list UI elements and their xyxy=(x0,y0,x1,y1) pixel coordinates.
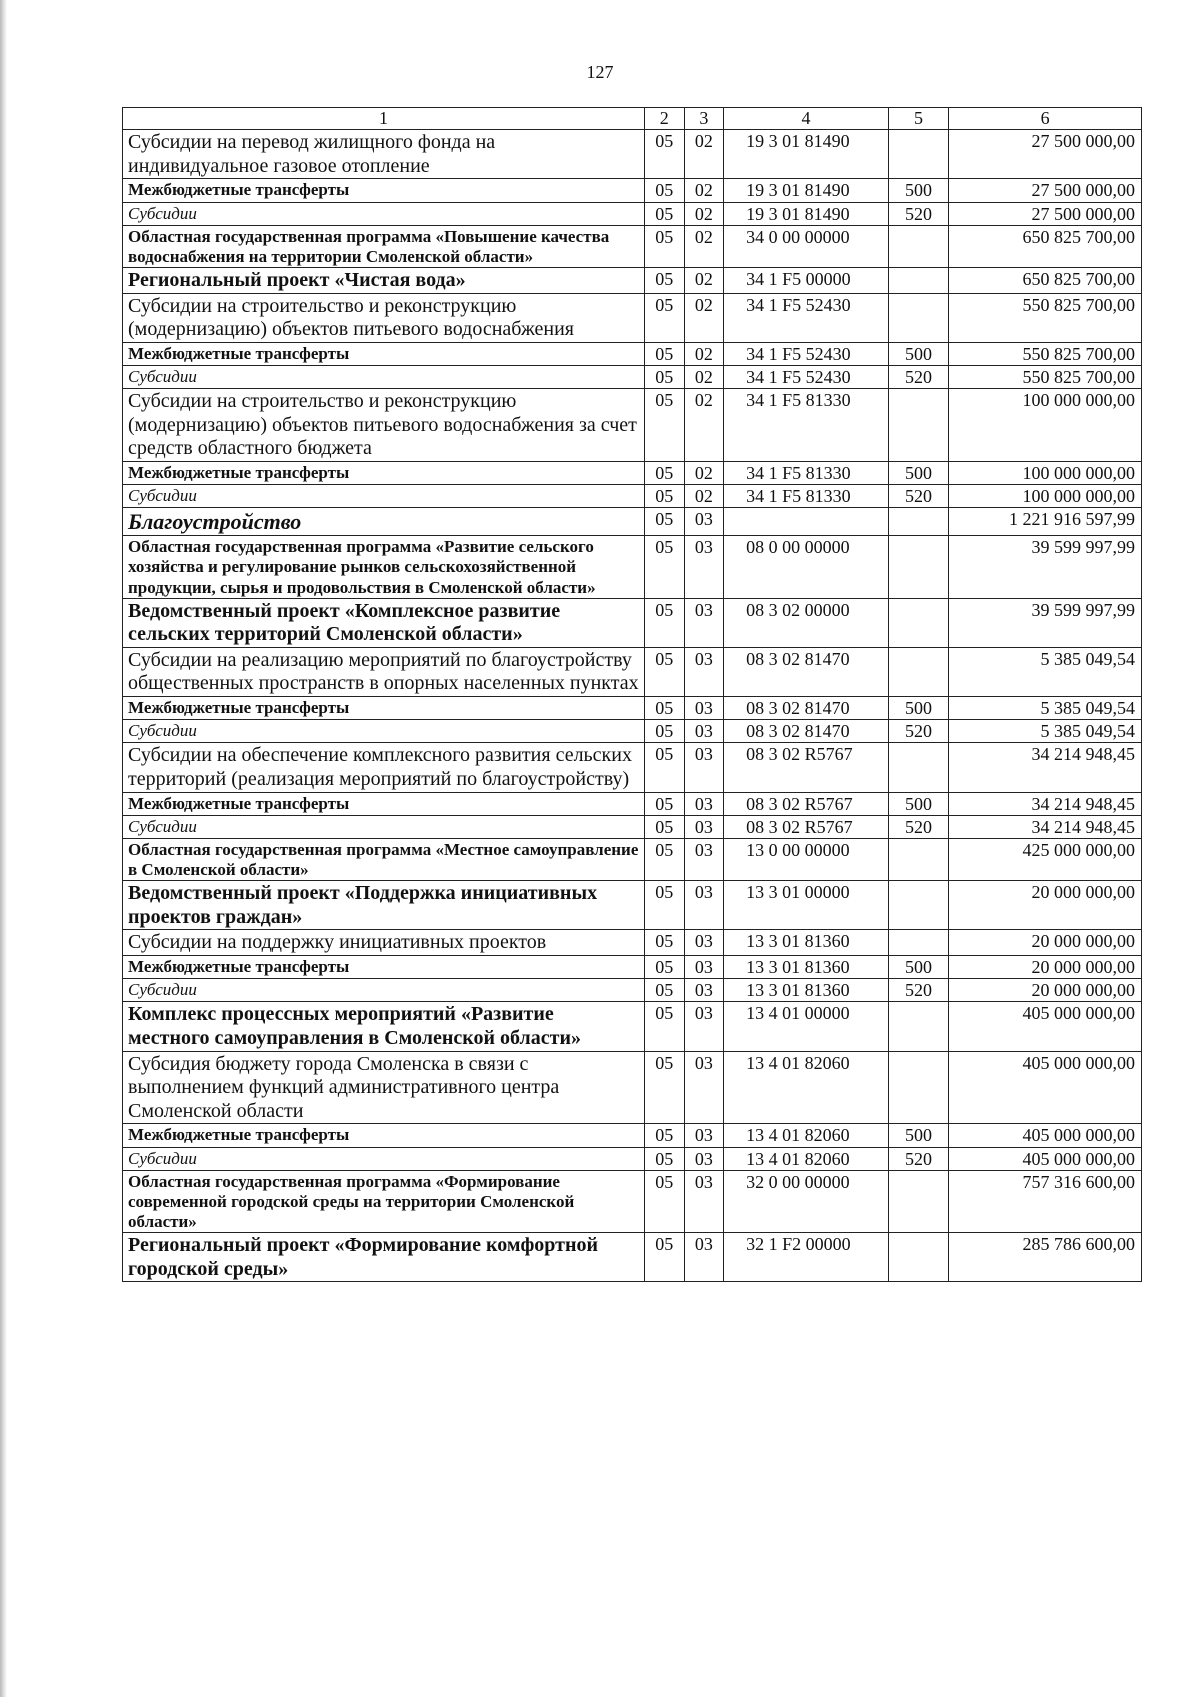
row-target-article-cell: 08 3 02 R5767 xyxy=(724,743,889,792)
row-section-code-cell: 05 xyxy=(645,202,685,225)
row-expense-type-cell xyxy=(888,1170,948,1232)
row-expense-type-cell: 520 xyxy=(888,1147,948,1170)
row-subsection-code-cell: 03 xyxy=(684,881,724,930)
row-expense-type-cell xyxy=(888,225,948,267)
row-amount-cell: 34 214 948,45 xyxy=(949,743,1142,792)
row-name-cell: Субсидии на строительство и реконструкцию (модернизацию) объектов питьевого водоснабжения xyxy=(123,293,645,342)
table-row xyxy=(123,881,1142,930)
header-cell-name: 1 xyxy=(123,108,645,130)
table-row xyxy=(123,979,1142,1002)
row-subsection-code-cell: 02 xyxy=(684,342,724,365)
row-target-article-cell: 19 3 01 81490 xyxy=(724,130,889,179)
row-amount-cell: 550 825 700,00 xyxy=(949,293,1142,342)
row-target-article-cell: 08 3 02 81470 xyxy=(724,720,889,743)
row-section-code-cell: 05 xyxy=(645,508,685,536)
row-expense-type-cell: 500 xyxy=(888,792,948,815)
table-row xyxy=(123,598,1142,647)
row-amount-cell: 5 385 049,54 xyxy=(949,720,1142,743)
row-expense-type-cell xyxy=(888,1051,948,1124)
row-target-article-cell: 34 1 F5 81330 xyxy=(724,389,889,462)
row-amount-cell: 34 214 948,45 xyxy=(949,815,1142,838)
row-expense-type-cell: 500 xyxy=(888,342,948,365)
row-expense-type-cell: 500 xyxy=(888,955,948,978)
row-expense-type-cell xyxy=(888,1002,948,1051)
table-row xyxy=(123,293,1142,342)
row-expense-type-cell xyxy=(888,743,948,792)
row-name-cell: Субсидии xyxy=(123,485,645,508)
page-number: 127 xyxy=(586,62,614,82)
row-amount-cell: 100 000 000,00 xyxy=(949,462,1142,485)
row-name-cell: Субсидии xyxy=(123,979,645,1002)
row-expense-type-cell xyxy=(888,1233,948,1282)
row-amount-cell: 27 500 000,00 xyxy=(949,130,1142,179)
row-section-code-cell: 05 xyxy=(645,536,685,598)
row-section-code-cell: 05 xyxy=(645,366,685,389)
row-section-code-cell: 05 xyxy=(645,815,685,838)
row-target-article-cell: 13 4 01 82060 xyxy=(724,1124,889,1147)
row-subsection-code-cell: 03 xyxy=(684,536,724,598)
row-subsection-code-cell: 03 xyxy=(684,743,724,792)
row-amount-cell: 5 385 049,54 xyxy=(949,647,1142,696)
row-name-cell: Межбюджетные трансферты xyxy=(123,462,645,485)
row-name-cell: Комплекс процессных мероприятий «Развитие местного самоуправления в Смоленской области» xyxy=(123,1002,645,1051)
table-row xyxy=(123,267,1142,293)
row-expense-type-cell: 520 xyxy=(888,366,948,389)
row-section-code-cell: 05 xyxy=(645,485,685,508)
row-target-article-cell: 08 3 02 00000 xyxy=(724,598,889,647)
row-amount-cell: 550 825 700,00 xyxy=(949,366,1142,389)
row-target-article-cell: 13 4 01 00000 xyxy=(724,1002,889,1051)
row-target-article-cell: 34 1 F5 52430 xyxy=(724,342,889,365)
row-subsection-code-cell: 02 xyxy=(684,267,724,293)
table-row xyxy=(123,462,1142,485)
row-target-article-cell: 34 1 F5 00000 xyxy=(724,267,889,293)
budget-table xyxy=(122,107,1142,1282)
row-amount-cell: 20 000 000,00 xyxy=(949,930,1142,956)
row-expense-type-cell: 520 xyxy=(888,720,948,743)
row-subsection-code-cell: 03 xyxy=(684,1002,724,1051)
row-expense-type-cell: 520 xyxy=(888,485,948,508)
row-subsection-code-cell: 03 xyxy=(684,955,724,978)
row-subsection-code-cell: 02 xyxy=(684,366,724,389)
row-amount-cell: 405 000 000,00 xyxy=(949,1147,1142,1170)
row-section-code-cell: 05 xyxy=(645,130,685,179)
row-subsection-code-cell: 03 xyxy=(684,930,724,956)
row-section-code-cell: 05 xyxy=(645,389,685,462)
row-section-code-cell: 05 xyxy=(645,1233,685,1282)
row-target-article-cell: 34 1 F5 52430 xyxy=(724,366,889,389)
header-row xyxy=(123,108,1142,130)
table-row xyxy=(123,536,1142,598)
table-row xyxy=(123,485,1142,508)
row-amount-cell: 405 000 000,00 xyxy=(949,1002,1142,1051)
row-subsection-code-cell: 02 xyxy=(684,179,724,202)
row-subsection-code-cell: 03 xyxy=(684,647,724,696)
table-body xyxy=(123,108,1142,1282)
row-amount-cell: 550 825 700,00 xyxy=(949,342,1142,365)
row-amount-cell: 39 599 997,99 xyxy=(949,598,1142,647)
row-target-article-cell: 13 4 01 82060 xyxy=(724,1051,889,1124)
row-target-article-cell: 19 3 01 81490 xyxy=(724,202,889,225)
row-expense-type-cell xyxy=(888,267,948,293)
row-name-cell: Межбюджетные трансферты xyxy=(123,696,645,719)
row-section-code-cell: 05 xyxy=(645,1147,685,1170)
row-amount-cell: 650 825 700,00 xyxy=(949,267,1142,293)
header-cell-vr: 5 xyxy=(888,108,948,130)
row-subsection-code-cell: 02 xyxy=(684,293,724,342)
row-section-code-cell: 05 xyxy=(645,647,685,696)
row-name-cell: Областная государственная программа «Местное самоуправление в Смоленской области» xyxy=(123,839,645,881)
row-subsection-code-cell: 03 xyxy=(684,839,724,881)
row-subsection-code-cell: 03 xyxy=(684,792,724,815)
row-section-code-cell: 05 xyxy=(645,792,685,815)
row-name-cell: Областная государственная программа «Формирование современной городской среды на территории Смоленской области» xyxy=(123,1170,645,1232)
row-expense-type-cell xyxy=(888,536,948,598)
row-target-article-cell: 08 3 02 81470 xyxy=(724,696,889,719)
row-name-cell: Субсидии на строительство и реконструкцию (модернизацию) объектов питьевого водоснабжения за счет средств областного бюджета xyxy=(123,389,645,462)
table-row xyxy=(123,720,1142,743)
row-target-article-cell: 34 1 F5 52430 xyxy=(724,293,889,342)
row-subsection-code-cell: 03 xyxy=(684,1170,724,1232)
header-cell-rz: 2 xyxy=(645,108,685,130)
row-target-article-cell: 34 1 F5 81330 xyxy=(724,462,889,485)
row-target-article-cell: 13 0 00 00000 xyxy=(724,839,889,881)
row-section-code-cell: 05 xyxy=(645,930,685,956)
row-target-article-cell: 32 0 00 00000 xyxy=(724,1170,889,1232)
row-amount-cell: 39 599 997,99 xyxy=(949,536,1142,598)
row-subsection-code-cell: 03 xyxy=(684,1233,724,1282)
row-section-code-cell: 05 xyxy=(645,267,685,293)
row-expense-type-cell xyxy=(888,508,948,536)
row-expense-type-cell xyxy=(888,598,948,647)
row-expense-type-cell xyxy=(888,293,948,342)
row-expense-type-cell: 500 xyxy=(888,179,948,202)
row-subsection-code-cell: 02 xyxy=(684,462,724,485)
row-subsection-code-cell: 03 xyxy=(684,979,724,1002)
row-amount-cell: 5 385 049,54 xyxy=(949,696,1142,719)
table-row xyxy=(123,1147,1142,1170)
row-name-cell: Субсидия бюджету города Смоленска в связи с выполнением функций административного центра Смоленской области xyxy=(123,1051,645,1124)
row-section-code-cell: 05 xyxy=(645,979,685,1002)
row-name-cell: Областная государственная программа «Повышение качества водоснабжения на территории Смоленской области» xyxy=(123,225,645,267)
table-row xyxy=(123,366,1142,389)
row-section-code-cell: 05 xyxy=(645,955,685,978)
table-row xyxy=(123,647,1142,696)
row-subsection-code-cell: 03 xyxy=(684,1147,724,1170)
row-name-cell: Межбюджетные трансферты xyxy=(123,792,645,815)
row-name-cell: Ведомственный проект «Поддержка инициативных проектов граждан» xyxy=(123,881,645,930)
row-section-code-cell: 05 xyxy=(645,696,685,719)
row-expense-type-cell: 520 xyxy=(888,979,948,1002)
row-name-cell: Ведомственный проект «Комплексное развитие сельских территорий Смоленской области» xyxy=(123,598,645,647)
table-row xyxy=(123,130,1142,179)
row-section-code-cell: 05 xyxy=(645,179,685,202)
row-expense-type-cell: 500 xyxy=(888,462,948,485)
row-name-cell: Субсидии на реализацию мероприятий по благоустройству общественных пространств в опорных населенных пунктах xyxy=(123,647,645,696)
row-name-cell: Субсидии на перевод жилищного фонда на индивидуальное газовое отопление xyxy=(123,130,645,179)
row-amount-cell: 34 214 948,45 xyxy=(949,792,1142,815)
row-subsection-code-cell: 03 xyxy=(684,598,724,647)
row-subsection-code-cell: 03 xyxy=(684,508,724,536)
row-expense-type-cell: 500 xyxy=(888,1124,948,1147)
row-amount-cell: 405 000 000,00 xyxy=(949,1124,1142,1147)
row-target-article-cell: 34 1 F5 81330 xyxy=(724,485,889,508)
row-section-code-cell: 05 xyxy=(645,225,685,267)
row-amount-cell: 100 000 000,00 xyxy=(949,485,1142,508)
header-cell-pr: 3 xyxy=(684,108,724,130)
row-target-article-cell: 32 1 F2 00000 xyxy=(724,1233,889,1282)
row-section-code-cell: 05 xyxy=(645,462,685,485)
row-target-article-cell: 13 4 01 82060 xyxy=(724,1147,889,1170)
row-target-article-cell: 08 3 02 81470 xyxy=(724,647,889,696)
table-row xyxy=(123,696,1142,719)
row-name-cell: Межбюджетные трансферты xyxy=(123,1124,645,1147)
row-target-article-cell: 13 3 01 81360 xyxy=(724,979,889,1002)
table-row xyxy=(123,930,1142,956)
header-cell-amount: 6 xyxy=(949,108,1142,130)
table-row xyxy=(123,1051,1142,1124)
table-row xyxy=(123,815,1142,838)
row-amount-cell: 27 500 000,00 xyxy=(949,179,1142,202)
row-subsection-code-cell: 02 xyxy=(684,389,724,462)
row-section-code-cell: 05 xyxy=(645,720,685,743)
table-row xyxy=(123,839,1142,881)
row-name-cell: Субсидии xyxy=(123,202,645,225)
row-section-code-cell: 05 xyxy=(645,839,685,881)
row-name-cell: Региональный проект «Формирование комфортной городской среды» xyxy=(123,1233,645,1282)
row-subsection-code-cell: 02 xyxy=(684,202,724,225)
row-expense-type-cell: 500 xyxy=(888,696,948,719)
row-name-cell: Межбюджетные трансферты xyxy=(123,179,645,202)
row-subsection-code-cell: 03 xyxy=(684,1051,724,1124)
row-amount-cell: 20 000 000,00 xyxy=(949,881,1142,930)
row-name-cell: Субсидии xyxy=(123,720,645,743)
header-cell-kcsr: 4 xyxy=(724,108,889,130)
row-name-cell: Субсидии xyxy=(123,1147,645,1170)
row-section-code-cell: 05 xyxy=(645,1124,685,1147)
row-subsection-code-cell: 02 xyxy=(684,130,724,179)
row-subsection-code-cell: 02 xyxy=(684,225,724,267)
row-section-code-cell: 05 xyxy=(645,881,685,930)
row-target-article-cell: 08 3 02 R5767 xyxy=(724,815,889,838)
row-amount-cell: 100 000 000,00 xyxy=(949,389,1142,462)
row-section-code-cell: 05 xyxy=(645,1170,685,1232)
row-expense-type-cell xyxy=(888,647,948,696)
table-row xyxy=(123,179,1142,202)
row-expense-type-cell: 520 xyxy=(888,815,948,838)
row-name-cell: Субсидии на поддержку инициативных проектов xyxy=(123,930,645,956)
row-name-cell: Благоустройство xyxy=(123,508,645,536)
table-row xyxy=(123,389,1142,462)
row-amount-cell: 20 000 000,00 xyxy=(949,979,1142,1002)
row-amount-cell: 285 786 600,00 xyxy=(949,1233,1142,1282)
table-row xyxy=(123,508,1142,536)
row-name-cell: Субсидии на обеспечение комплексного развития сельских территорий (реализация мероприятий по благоустройству) xyxy=(123,743,645,792)
row-amount-cell: 405 000 000,00 xyxy=(949,1051,1142,1124)
row-target-article-cell xyxy=(724,508,889,536)
row-amount-cell: 1 221 916 597,99 xyxy=(949,508,1142,536)
row-amount-cell: 425 000 000,00 xyxy=(949,839,1142,881)
row-expense-type-cell xyxy=(888,130,948,179)
row-target-article-cell: 08 0 00 00000 xyxy=(724,536,889,598)
row-amount-cell: 650 825 700,00 xyxy=(949,225,1142,267)
row-name-cell: Областная государственная программа «Развитие сельского хозяйства и регулирование рынков сельскохозяйственной продукции, сырья и продовольствия в Смоленской области» xyxy=(123,536,645,598)
row-amount-cell: 27 500 000,00 xyxy=(949,202,1142,225)
row-expense-type-cell xyxy=(888,389,948,462)
row-name-cell: Субсидии xyxy=(123,366,645,389)
row-section-code-cell: 05 xyxy=(645,1002,685,1051)
row-expense-type-cell xyxy=(888,930,948,956)
table-row xyxy=(123,1170,1142,1232)
row-section-code-cell: 05 xyxy=(645,293,685,342)
row-name-cell: Региональный проект «Чистая вода» xyxy=(123,267,645,293)
row-target-article-cell: 19 3 01 81490 xyxy=(724,179,889,202)
row-name-cell: Межбюджетные трансферты xyxy=(123,342,645,365)
row-subsection-code-cell: 03 xyxy=(684,815,724,838)
row-target-article-cell: 13 3 01 00000 xyxy=(724,881,889,930)
table-row xyxy=(123,792,1142,815)
scan-edge-shadow xyxy=(0,0,7,1697)
row-subsection-code-cell: 02 xyxy=(684,485,724,508)
row-target-article-cell: 34 0 00 00000 xyxy=(724,225,889,267)
table-row xyxy=(123,743,1142,792)
row-expense-type-cell xyxy=(888,881,948,930)
row-expense-type-cell xyxy=(888,839,948,881)
row-target-article-cell: 08 3 02 R5767 xyxy=(724,792,889,815)
row-target-article-cell: 13 3 01 81360 xyxy=(724,930,889,956)
row-amount-cell: 757 316 600,00 xyxy=(949,1170,1142,1232)
table-row xyxy=(123,202,1142,225)
row-subsection-code-cell: 03 xyxy=(684,720,724,743)
table-row xyxy=(123,955,1142,978)
row-target-article-cell: 13 3 01 81360 xyxy=(724,955,889,978)
row-amount-cell: 20 000 000,00 xyxy=(949,955,1142,978)
row-section-code-cell: 05 xyxy=(645,743,685,792)
table-row xyxy=(123,1233,1142,1282)
row-name-cell: Субсидии xyxy=(123,815,645,838)
row-section-code-cell: 05 xyxy=(645,342,685,365)
table-row xyxy=(123,225,1142,267)
row-subsection-code-cell: 03 xyxy=(684,1124,724,1147)
row-section-code-cell: 05 xyxy=(645,598,685,647)
table-row xyxy=(123,1002,1142,1051)
row-subsection-code-cell: 03 xyxy=(684,696,724,719)
row-expense-type-cell: 520 xyxy=(888,202,948,225)
table-row xyxy=(123,342,1142,365)
table-row xyxy=(123,1124,1142,1147)
row-section-code-cell: 05 xyxy=(645,1051,685,1124)
row-name-cell: Межбюджетные трансферты xyxy=(123,955,645,978)
